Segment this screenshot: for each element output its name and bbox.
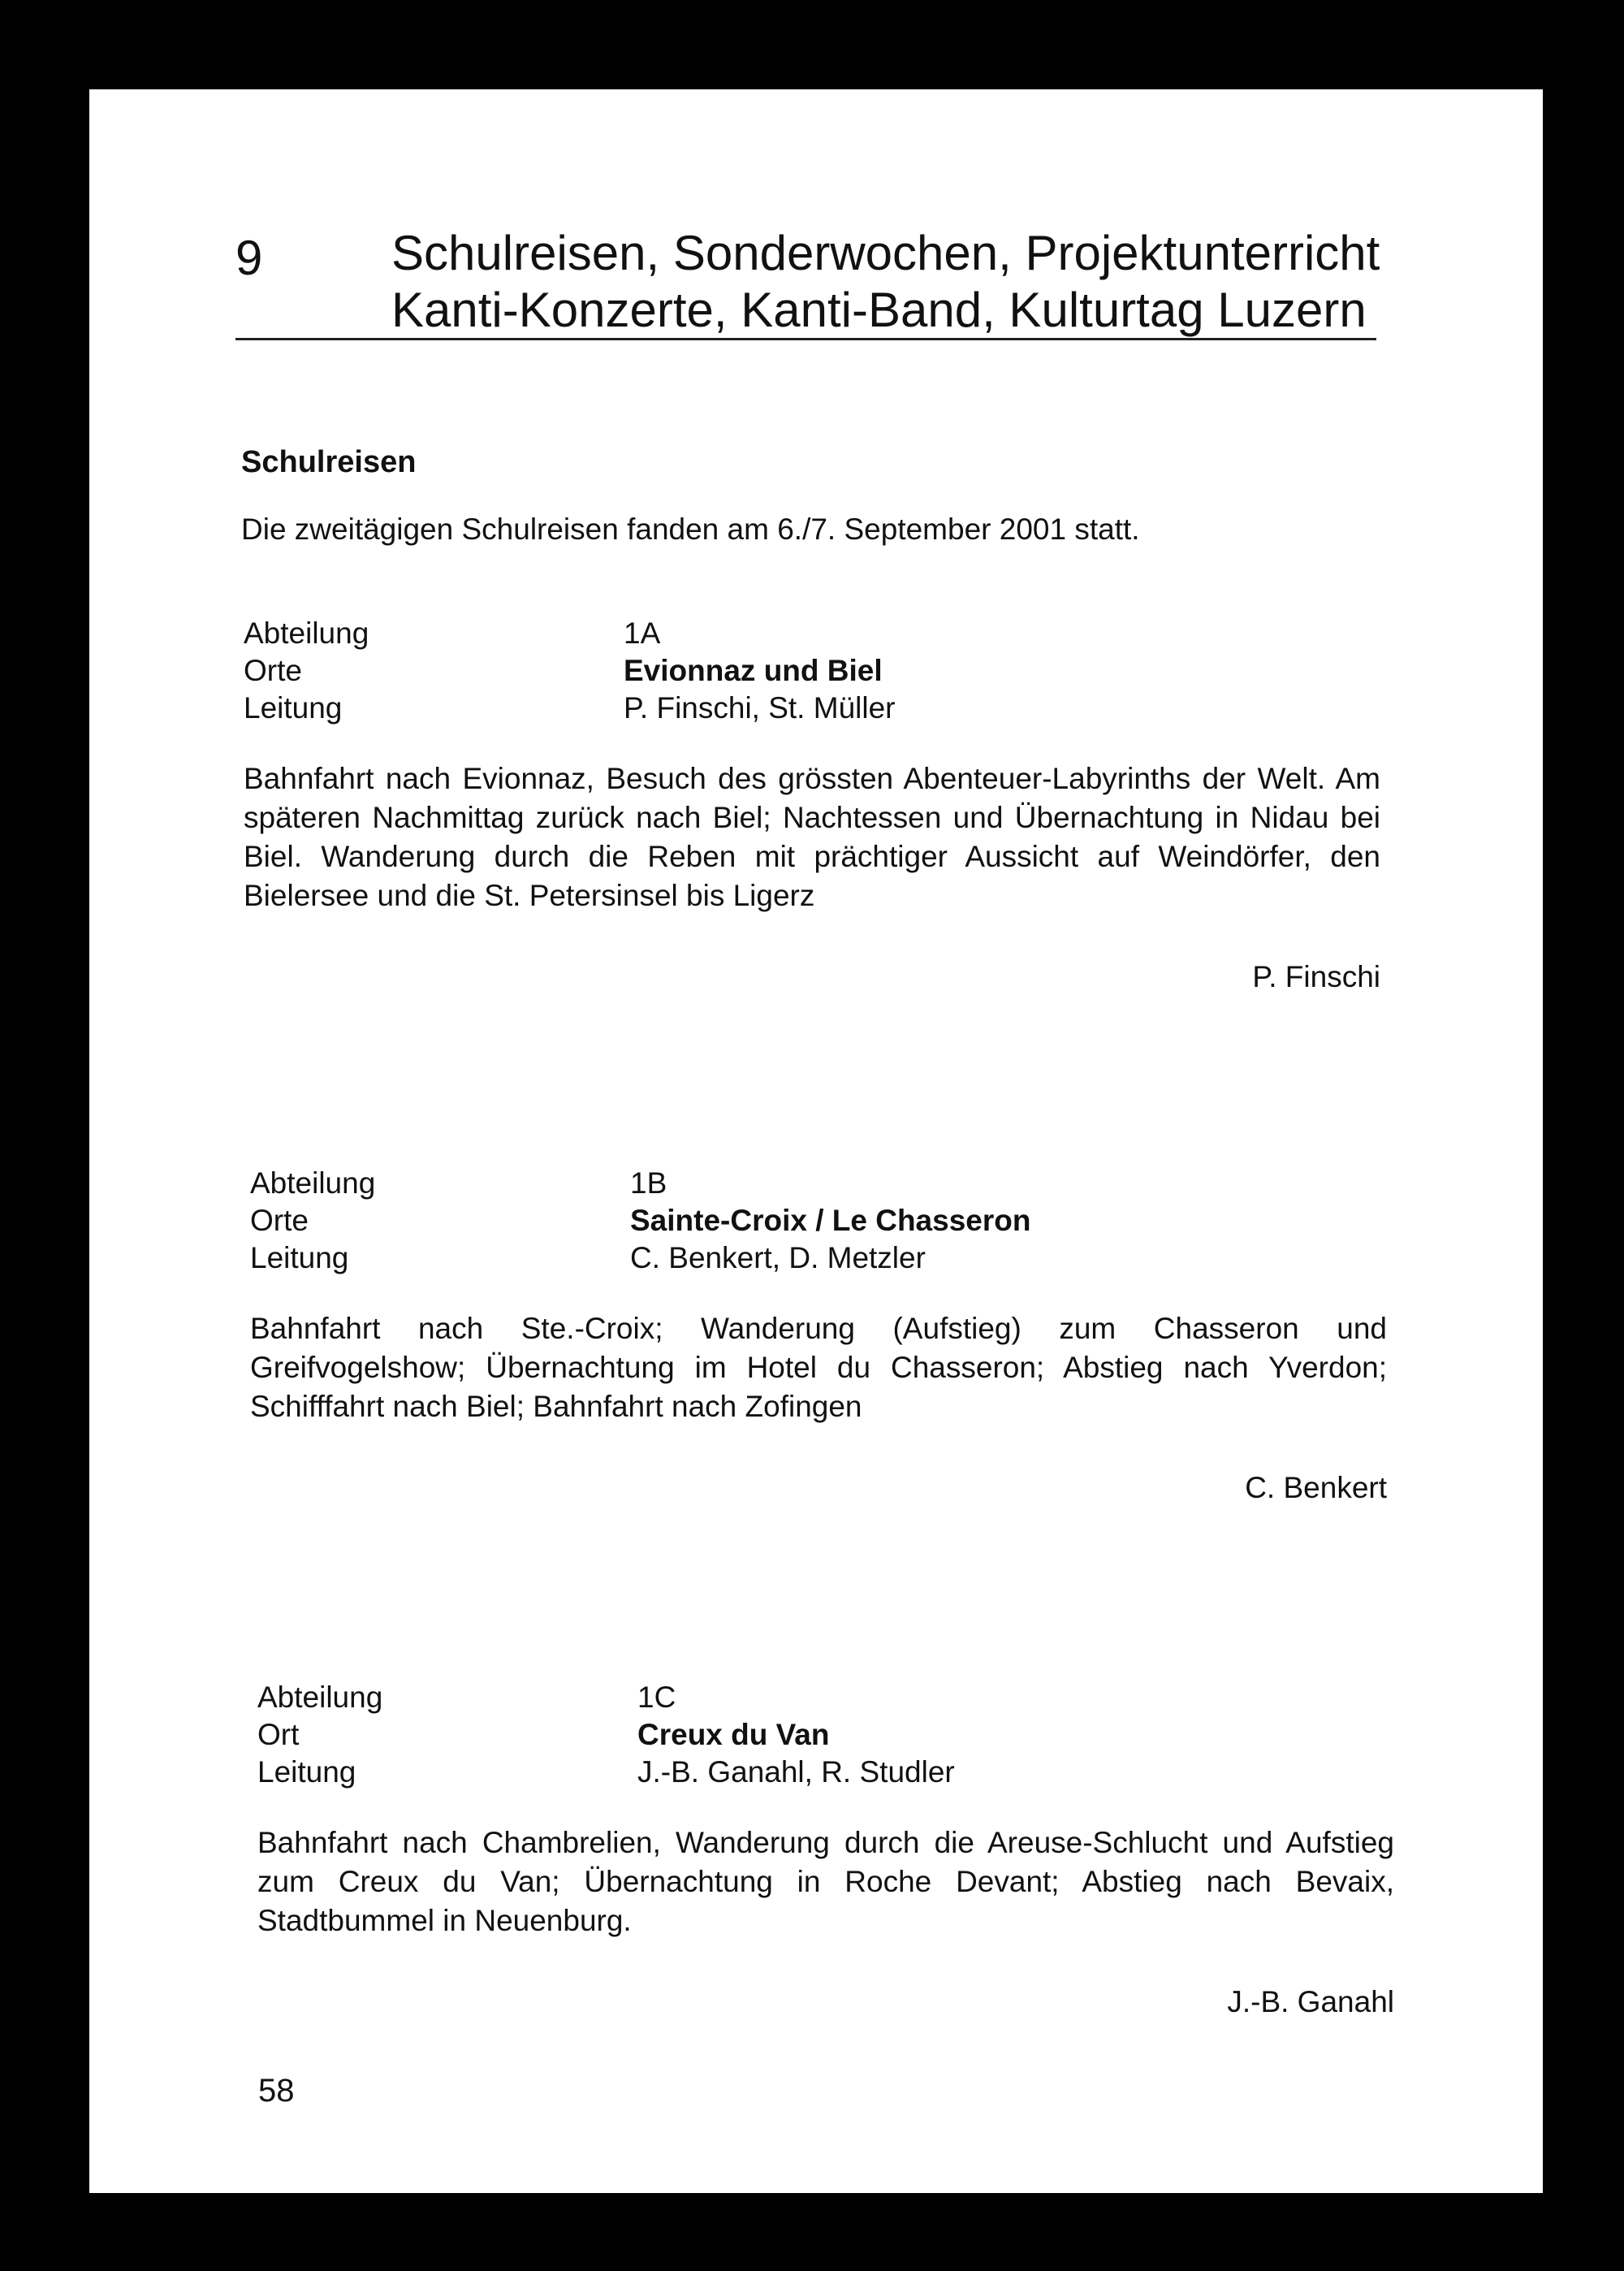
meta-label: Orte — [244, 654, 302, 687]
meta-label: Leitung — [257, 1755, 356, 1789]
trip-leitung: J.-B. Ganahl, R. Studler — [637, 1755, 955, 1789]
meta-label: Orte — [250, 1204, 309, 1237]
trip-description: Bahnfahrt nach Evionnaz, Besuch des grössten Abenteuer-Labyrinths der Welt. Am späteren Nachmittag zurück nach Biel; Nachtessen und Übernachtung in Nidau bei Biel. Wanderung durch die Reben mit prächtiger Aussicht auf Weindörfer, den Bielersee und die St. Petersinsel bis Ligerz — [244, 762, 1380, 912]
section-intro: Die zweitägigen Schulreisen fanden am 6./7. September 2001 statt. — [241, 513, 1140, 546]
trip-author: C. Benkert — [1245, 1471, 1387, 1504]
trip-abteilung: 1A — [624, 616, 661, 650]
meta-label: Abteilung — [250, 1166, 376, 1200]
trip-entry-1b — [250, 1165, 1395, 1508]
trip-meta-row — [250, 1165, 1395, 1202]
trip-meta-row — [257, 1716, 1402, 1754]
trip-description: Bahnfahrt nach Ste.-Croix; Wanderung (Aufstieg) zum Chasseron und Greifvogelshow; Übernachtung im Hotel du Chasseron; Abstieg nach Yverdon; Schifffahrt nach Biel; Bahnfahrt nach Zofingen — [250, 1312, 1387, 1423]
meta-label: Abteilung — [244, 616, 369, 650]
trip-abteilung: 1C — [637, 1681, 676, 1714]
trip-meta-row — [244, 652, 1389, 690]
trip-orte: Creux du Van — [637, 1718, 830, 1751]
meta-label: Leitung — [250, 1241, 349, 1274]
trip-abteilung: 1B — [630, 1166, 667, 1200]
section-heading: Schulreisen — [241, 445, 417, 479]
trip-entry-1c — [257, 1679, 1402, 2022]
trip-orte: Evionnaz und Biel — [624, 654, 883, 687]
trip-meta-row — [244, 615, 1389, 652]
meta-label: Leitung — [244, 691, 343, 725]
trip-entry-1a — [244, 615, 1389, 997]
trip-author: P. Finschi — [1252, 960, 1380, 993]
chapter-divider — [235, 338, 1376, 340]
trip-description: Bahnfahrt nach Chambrelien, Wanderung durch die Areuse-Schlucht und Aufstieg zum Creux du Van; Übernachtung in Roche Devant; Abstieg nach Bevaix, Stadtbummel in Neuenburg. — [257, 1826, 1394, 1937]
chapter-title-line: Schulreisen, Sonderwochen, Projektunterricht — [391, 226, 1380, 280]
trip-meta-row — [257, 1754, 1402, 1791]
trip-meta-row — [250, 1239, 1395, 1277]
trip-meta-row — [250, 1202, 1395, 1239]
meta-label: Ort — [257, 1718, 300, 1751]
chapter-title — [391, 225, 1415, 339]
trip-leitung: C. Benkert, D. Metzler — [630, 1241, 926, 1274]
trip-meta-row — [244, 690, 1389, 727]
trip-author: J.-B. Ganahl — [1227, 1985, 1394, 2018]
trip-orte: Sainte-Croix / Le Chasseron — [630, 1204, 1031, 1237]
page-number: 58 — [258, 2073, 295, 2109]
trip-leitung: P. Finschi, St. Müller — [624, 691, 896, 725]
meta-label: Abteilung — [257, 1681, 383, 1714]
chapter-number: 9 — [235, 231, 263, 285]
chapter-title-line: Kanti-Konzerte, Kanti-Band, Kulturtag Luzern — [391, 283, 1367, 337]
trip-meta-row — [257, 1679, 1402, 1716]
